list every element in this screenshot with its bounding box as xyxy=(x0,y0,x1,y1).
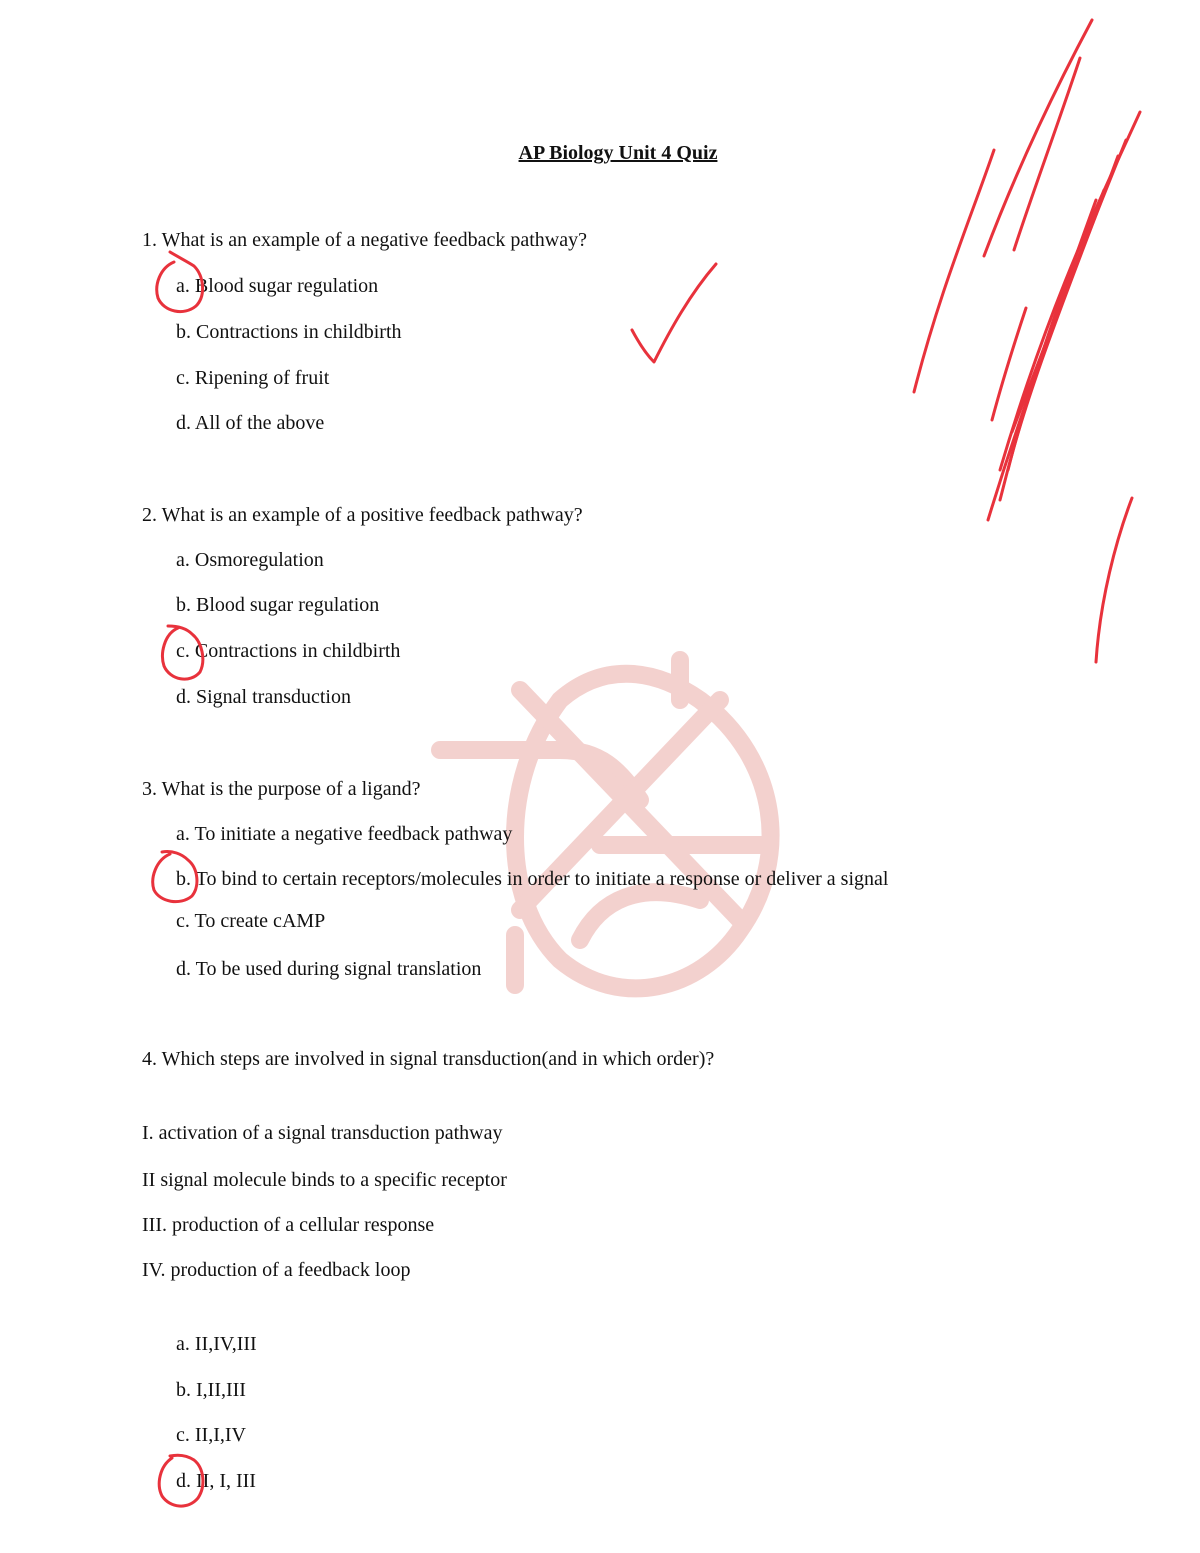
question-1-option-d: d. All of the above xyxy=(176,412,325,434)
question-4-step-2: II signal molecule binds to a specific receptor xyxy=(142,1169,507,1191)
question-4-step-1: I. activation of a signal transduction pathway xyxy=(142,1122,503,1144)
question-2-option-a: a. Osmoregulation xyxy=(176,549,324,571)
question-3-option-c: c. To create cAMP xyxy=(176,910,326,932)
question-4-step-3: III. production of a cellular response xyxy=(142,1214,435,1236)
question-2-prompt: 2. What is an example of a positive feedback pathway? xyxy=(142,504,583,526)
question-1-prompt: 1. What is an example of a negative feedback pathway? xyxy=(142,229,587,251)
question-3-option-b: b. To bind to certain receptors/molecules in order to initiate a response or deliver a signal xyxy=(176,868,889,890)
check-mark-icon xyxy=(632,264,716,362)
question-3-option-a: a. To initiate a negative feedback pathway xyxy=(176,823,513,845)
question-3-prompt: 3. What is the purpose of a ligand? xyxy=(142,778,421,800)
question-4-prompt: 4. Which steps are involved in signal transduction(and in which order)? xyxy=(142,1048,715,1070)
question-4-option-c: c. II,I,IV xyxy=(176,1424,246,1446)
question-1-option-c: c. Ripening of fruit xyxy=(176,367,330,389)
question-4-option-d: d. II, I, III xyxy=(176,1470,256,1492)
question-1-option-a: a. Blood sugar regulation xyxy=(176,275,379,297)
question-4-option-b: b. I,II,III xyxy=(176,1379,246,1401)
red-scribble-marks xyxy=(914,20,1140,662)
question-3-option-d: d. To be used during signal translation xyxy=(176,958,482,980)
question-2-option-d: d. Signal transduction xyxy=(176,686,351,708)
question-2-option-b: b. Blood sugar regulation xyxy=(176,594,380,616)
question-1-option-b: b. Contractions in childbirth xyxy=(176,321,402,343)
question-4-step-4: IV. production of a feedback loop xyxy=(142,1259,411,1281)
question-2-option-c: c. Contractions in childbirth xyxy=(176,640,401,662)
question-4-option-a: a. II,IV,III xyxy=(176,1333,257,1355)
page-title: AP Biology Unit 4 Quiz xyxy=(518,142,718,164)
